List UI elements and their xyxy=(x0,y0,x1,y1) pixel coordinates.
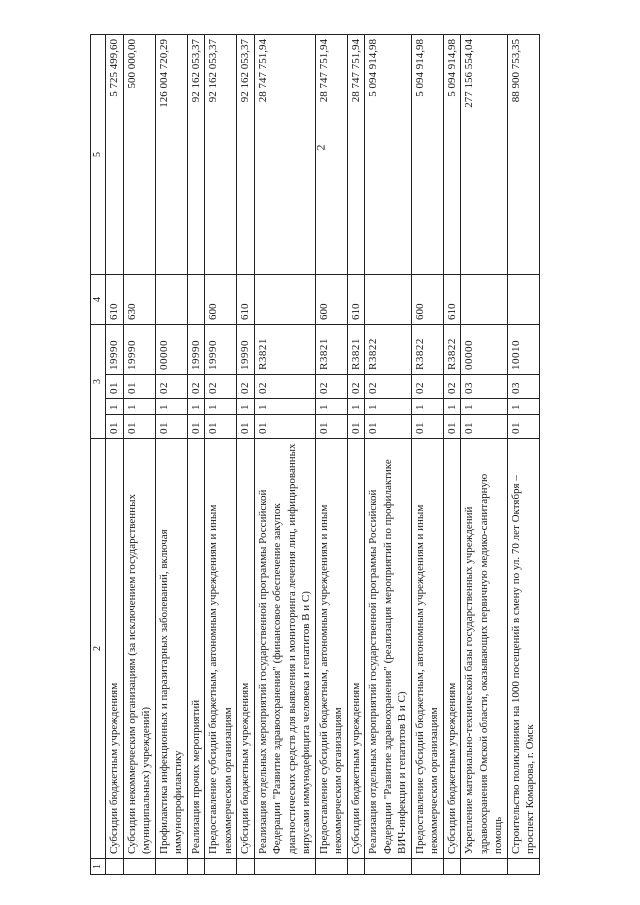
code-part-3: 02 xyxy=(315,375,347,399)
empty-cell xyxy=(205,859,237,875)
table-row xyxy=(461,35,508,875)
expense-type-code xyxy=(507,275,539,325)
code-part-3: 02 xyxy=(155,375,187,399)
row-amount: 28 747 751,94 xyxy=(254,35,315,275)
code-part-4: 00000 xyxy=(461,325,508,375)
row-amount: 92 162 053,37 xyxy=(187,35,205,275)
code-part-2: 1 xyxy=(205,399,237,415)
row-name: Профилактика инфекционных и паразитарных заболеваний, включая иммунопрофилактику xyxy=(155,439,187,859)
code-part-4: R3822 xyxy=(365,325,412,375)
expense-type-code: 630 xyxy=(123,275,155,325)
empty-cell xyxy=(411,859,443,875)
row-name: Строительство поликлиники на 1000 посещений в смену по ул. 70 лет Октября – проспект Комарова, г. Омск xyxy=(507,439,539,859)
row-name: Субсидии бюджетным учреждениям xyxy=(237,439,255,859)
page-number: 2 xyxy=(313,144,328,151)
table-row xyxy=(365,35,412,875)
empty-cell xyxy=(106,859,124,875)
row-name: Реализация отдельных мероприятий государственной программы Российской Федерации "Развитие здравоохранения" (реализация мероприятий по профилактике ВИЧ-инфекции и гепатитов В и С) xyxy=(365,439,412,859)
code-part-3: 03 xyxy=(507,375,539,399)
row-amount: 28 747 751,94 xyxy=(315,35,347,275)
code-part-1: 01 xyxy=(365,415,412,439)
table-row xyxy=(187,35,205,875)
table-row xyxy=(347,35,365,875)
header-col-4: 4 xyxy=(91,275,106,325)
row-name: Укрепление материально-технической базы государственных учреждений здравоохранения Омской области, оказывающих первичную медико-санитарную помощь xyxy=(461,439,508,859)
code-part-1: 01 xyxy=(205,415,237,439)
expense-type-code xyxy=(461,275,508,325)
table-body xyxy=(91,35,540,875)
row-name: Реализация отдельных мероприятий государственной программы Российской Федерации "Развитие здравоохранения" (финансовое обеспечение закупок диагностических средств для выявления и мониторинга лечения лиц, инфицированных вирусами иммунодефицита человека и гепатитов В и С) xyxy=(254,439,315,859)
empty-cell xyxy=(237,859,255,875)
empty-cell xyxy=(187,859,205,875)
table-row xyxy=(205,35,237,875)
code-part-2: 1 xyxy=(315,399,347,415)
code-part-3: 02 xyxy=(347,375,365,399)
expense-type-code xyxy=(365,275,412,325)
code-part-1: 01 xyxy=(461,415,508,439)
code-part-4: 19990 xyxy=(187,325,205,375)
row-amount: 5 725 499,60 xyxy=(106,35,124,275)
code-part-2: 1 xyxy=(254,399,315,415)
code-part-3: 01 xyxy=(123,375,155,399)
expense-type-code: 610 xyxy=(443,275,461,325)
row-amount: 88 900 753,35 xyxy=(507,35,539,275)
code-part-1: 01 xyxy=(106,415,124,439)
header-col-5: 5 xyxy=(91,35,106,275)
table-row xyxy=(254,35,315,875)
table-row xyxy=(443,35,461,875)
row-amount: 500 000,00 xyxy=(123,35,155,275)
header-col-3: 3 xyxy=(91,325,106,439)
row-amount: 92 162 053,37 xyxy=(237,35,255,275)
code-part-3: 02 xyxy=(443,375,461,399)
row-name: Субсидии бюджетным учреждениям xyxy=(347,439,365,859)
code-part-1: 01 xyxy=(315,415,347,439)
code-part-2: 1 xyxy=(365,399,412,415)
code-part-2: 1 xyxy=(237,399,255,415)
table-row xyxy=(237,35,255,875)
code-part-4: 19990 xyxy=(205,325,237,375)
code-part-4: 00000 xyxy=(155,325,187,375)
empty-cell xyxy=(365,859,412,875)
expense-type-code xyxy=(254,275,315,325)
code-part-2: 1 xyxy=(443,399,461,415)
table-row xyxy=(155,35,187,875)
expense-type-code: 600 xyxy=(315,275,347,325)
table-row xyxy=(123,35,155,875)
code-part-4: R3822 xyxy=(411,325,443,375)
empty-cell xyxy=(347,859,365,875)
code-part-4: R3821 xyxy=(347,325,365,375)
code-part-1: 01 xyxy=(237,415,255,439)
code-part-3: 02 xyxy=(187,375,205,399)
row-name: Предоставление субсидий бюджетным, автономным учреждениям и иным некоммерческим организациям xyxy=(315,439,347,859)
expense-type-code: 600 xyxy=(205,275,237,325)
code-part-1: 01 xyxy=(443,415,461,439)
expense-type-code xyxy=(155,275,187,325)
row-amount: 5 094 914,98 xyxy=(411,35,443,275)
code-part-3: 01 xyxy=(106,375,124,399)
code-part-1: 01 xyxy=(507,415,539,439)
code-part-1: 01 xyxy=(187,415,205,439)
code-part-1: 01 xyxy=(254,415,315,439)
row-name: Субсидии некоммерческим организациям (за исключением государственных (муниципальных) учреждений) xyxy=(123,439,155,859)
code-part-4: R3821 xyxy=(254,325,315,375)
expense-type-code: 610 xyxy=(106,275,124,325)
code-part-3: 02 xyxy=(237,375,255,399)
code-part-2: 1 xyxy=(106,399,124,415)
code-part-3: 02 xyxy=(254,375,315,399)
code-part-1: 01 xyxy=(347,415,365,439)
code-part-4: 19990 xyxy=(106,325,124,375)
row-amount: 5 094 914,98 xyxy=(365,35,412,275)
code-part-1: 01 xyxy=(411,415,443,439)
code-part-4: 19990 xyxy=(123,325,155,375)
code-part-2: 1 xyxy=(155,399,187,415)
empty-cell xyxy=(123,859,155,875)
header-col-1: 1 xyxy=(91,859,106,875)
code-part-3: 03 xyxy=(461,375,508,399)
expense-type-code: 600 xyxy=(411,275,443,325)
row-name: Субсидии бюджетным учреждениям xyxy=(443,439,461,859)
table-row xyxy=(106,35,124,875)
code-part-1: 01 xyxy=(155,415,187,439)
code-part-4: R3821 xyxy=(315,325,347,375)
row-amount: 277 156 554,04 xyxy=(461,35,508,275)
expense-type-code: 610 xyxy=(237,275,255,325)
row-name: Реализация прочих мероприятий xyxy=(187,439,205,859)
code-part-3: 02 xyxy=(205,375,237,399)
row-name: Предоставление субсидий бюджетным, автономным учреждениям и иным некоммерческим организациям xyxy=(205,439,237,859)
table-row xyxy=(411,35,443,875)
code-part-2: 1 xyxy=(507,399,539,415)
row-amount: 5 094 914,98 xyxy=(443,35,461,275)
budget-table xyxy=(90,34,540,875)
empty-cell xyxy=(461,859,508,875)
row-amount: 28 747 751,94 xyxy=(347,35,365,275)
empty-cell xyxy=(315,859,347,875)
code-part-2: 1 xyxy=(123,399,155,415)
empty-cell xyxy=(507,859,539,875)
expense-type-code xyxy=(187,275,205,325)
row-amount: 126 004 720,29 xyxy=(155,35,187,275)
code-part-4: 19990 xyxy=(237,325,255,375)
expense-type-code: 610 xyxy=(347,275,365,325)
rotated-page xyxy=(90,35,595,875)
empty-cell xyxy=(254,859,315,875)
header-row xyxy=(91,35,106,875)
table-row xyxy=(315,35,347,875)
code-part-2: 1 xyxy=(461,399,508,415)
row-amount: 92 162 053,37 xyxy=(205,35,237,275)
code-part-2: 1 xyxy=(187,399,205,415)
code-part-3: 02 xyxy=(365,375,412,399)
header-col-2: 2 xyxy=(91,439,106,859)
code-part-3: 02 xyxy=(411,375,443,399)
code-part-1: 01 xyxy=(123,415,155,439)
row-name: Предоставление субсидий бюджетным, автономным учреждениям и иным некоммерческим организациям xyxy=(411,439,443,859)
table-row xyxy=(507,35,539,875)
empty-cell xyxy=(443,859,461,875)
code-part-4: R3822 xyxy=(443,325,461,375)
code-part-4: 10010 xyxy=(507,325,539,375)
empty-cell xyxy=(155,859,187,875)
code-part-2: 1 xyxy=(347,399,365,415)
row-name: Субсидии бюджетным учреждениям xyxy=(106,439,124,859)
code-part-2: 1 xyxy=(411,399,443,415)
